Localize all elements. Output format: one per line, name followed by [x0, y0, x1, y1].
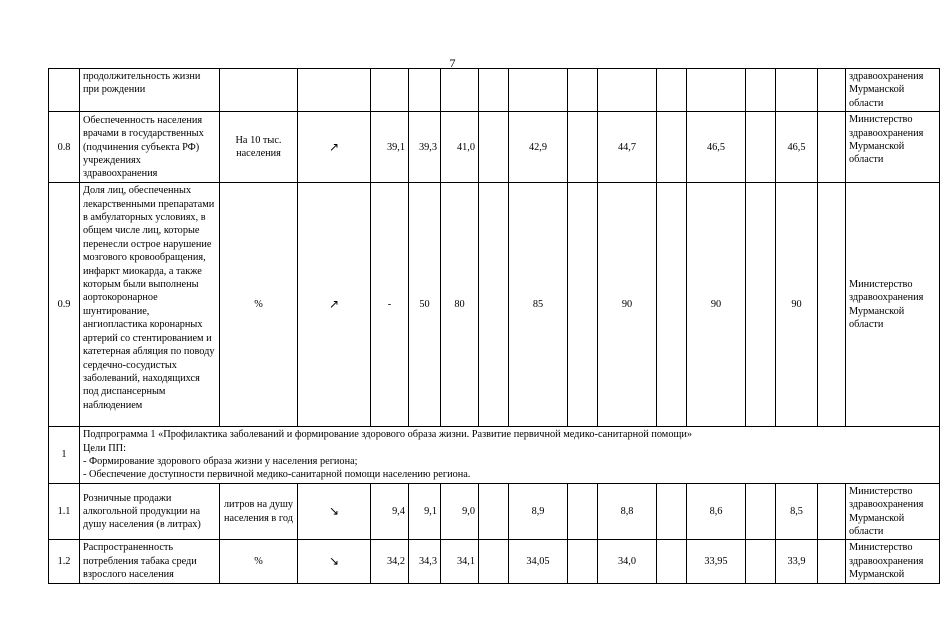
row-number: 1.1	[49, 483, 80, 540]
responsible-body: Министерство здравоохранения Мурманской области	[846, 483, 940, 540]
spacer-cell	[746, 69, 776, 112]
spacer-cell	[746, 540, 776, 583]
value-cell	[441, 69, 479, 112]
indicators-table	[48, 68, 940, 584]
trend-down-icon: ↘	[298, 483, 371, 540]
indicator-name: Распространенность потребления табака среди взрослого населения	[80, 540, 220, 583]
spacer-cell	[746, 112, 776, 183]
spacer-cell	[568, 540, 598, 583]
table-row	[49, 540, 940, 583]
trend-up-icon: ↗	[298, 183, 371, 427]
spacer-cell	[657, 483, 687, 540]
value-cell	[776, 69, 818, 112]
unit-cell: На 10 тыс. населения	[220, 112, 298, 183]
spacer-cell	[568, 183, 598, 427]
goals-label: Цели ПП:	[83, 442, 126, 454]
spacer-cell	[657, 112, 687, 183]
unit-cell: %	[220, 540, 298, 583]
value-cell	[509, 69, 568, 112]
row-number: 0.9	[49, 183, 80, 427]
table-row	[49, 69, 940, 112]
table-row	[49, 427, 940, 484]
value-cell: 39,1	[371, 112, 409, 183]
unit-cell: %	[220, 183, 298, 427]
value-cell: 41,0	[441, 112, 479, 183]
trend-cell	[298, 69, 371, 112]
value-cell: -	[371, 183, 409, 427]
spacer-cell	[818, 69, 846, 112]
value-cell: 44,7	[598, 112, 657, 183]
row-number: 0.8	[49, 112, 80, 183]
value-cell: 9,0	[441, 483, 479, 540]
spacer-cell	[818, 483, 846, 540]
goal-item: - Формирование здорового образа жизни у населения региона;	[83, 456, 358, 468]
spacer-cell	[657, 69, 687, 112]
indicator-name: Доля лиц, обеспеченных лекарственными препаратами в амбулаторных условиях, в общем числе лиц, которые перенесли острое нарушение мозгового кровообращения, инфаркт миокарда, а также которым были выполнены аортокоронарное шунтирование, ангиопластика коронарных артерий со стентированием и катетерная абляция по поводу сердечно-сосудистых заболеваний, находящихся под диспансерным наблюдением	[80, 183, 220, 427]
value-cell: 39,3	[409, 112, 441, 183]
value-cell	[687, 69, 746, 112]
value-cell: 34,3	[409, 540, 441, 583]
indicator-name: продолжительность жизни при рождении	[80, 69, 220, 112]
subprogram-title: Подпрограмма 1 «Профилактика заболеваний и формирование здорового образа жизни. Развитие первичной медико-санитарной помощи»	[83, 429, 693, 441]
value-cell: 33,95	[687, 540, 746, 583]
row-number	[49, 69, 80, 112]
trend-down-icon: ↘	[298, 540, 371, 583]
value-cell: 8,8	[598, 483, 657, 540]
spacer-cell	[568, 112, 598, 183]
value-cell: 46,5	[687, 112, 746, 183]
value-cell: 42,9	[509, 112, 568, 183]
value-cell: 34,05	[509, 540, 568, 583]
trend-up-icon: ↗	[298, 112, 371, 183]
spacer-cell	[479, 112, 509, 183]
value-cell: 34,2	[371, 540, 409, 583]
value-cell: 8,5	[776, 483, 818, 540]
value-cell: 9,4	[371, 483, 409, 540]
spacer-cell	[479, 183, 509, 427]
spacer-cell	[746, 183, 776, 427]
value-cell: 34,0	[598, 540, 657, 583]
spacer-cell	[657, 183, 687, 427]
value-cell: 8,6	[687, 483, 746, 540]
table-row	[49, 112, 940, 183]
spacer-cell	[568, 69, 598, 112]
row-number: 1	[49, 427, 80, 484]
value-cell: 90	[687, 183, 746, 427]
value-cell: 90	[776, 183, 818, 427]
value-cell	[409, 69, 441, 112]
spacer-cell	[818, 183, 846, 427]
page-number: 7	[449, 56, 456, 70]
spacer-cell	[479, 69, 509, 112]
value-cell: 46,5	[776, 112, 818, 183]
table-row	[49, 483, 940, 540]
goal-item: - Обеспечение доступности первичной медико-санитарной помощи населению региона.	[83, 469, 471, 481]
spacer-cell	[818, 540, 846, 583]
value-cell: 80	[441, 183, 479, 427]
responsible-body: Министерство здравоохранения Мурманской области	[846, 112, 940, 183]
value-cell: 9,1	[409, 483, 441, 540]
responsible-body: здравоохранения Мурманской области	[846, 69, 940, 112]
responsible-body: Министерство здравоохранения Мурманской области	[846, 183, 940, 427]
value-cell	[598, 69, 657, 112]
value-cell: 90	[598, 183, 657, 427]
row-number: 1.2	[49, 540, 80, 583]
indicator-name: Обеспеченность населения врачами в государственных (подчинения субъекта РФ) учреждениях здравоохранения	[80, 112, 220, 183]
subprogram-heading	[80, 427, 940, 484]
value-cell: 34,1	[441, 540, 479, 583]
value-cell	[371, 69, 409, 112]
value-cell: 85	[509, 183, 568, 427]
spacer-cell	[568, 483, 598, 540]
unit-cell	[220, 69, 298, 112]
spacer-cell	[479, 540, 509, 583]
indicator-name: Розничные продажи алкогольной продукции на душу населения (в литрах)	[80, 483, 220, 540]
value-cell: 8,9	[509, 483, 568, 540]
spacer-cell	[479, 483, 509, 540]
unit-cell: литров на душу населения в год	[220, 483, 298, 540]
table-row	[49, 183, 940, 427]
spacer-cell	[818, 112, 846, 183]
value-cell: 50	[409, 183, 441, 427]
spacer-cell	[746, 483, 776, 540]
responsible-body: Министерство здравоохранения Мурманской	[846, 540, 940, 583]
value-cell: 33,9	[776, 540, 818, 583]
spacer-cell	[657, 540, 687, 583]
